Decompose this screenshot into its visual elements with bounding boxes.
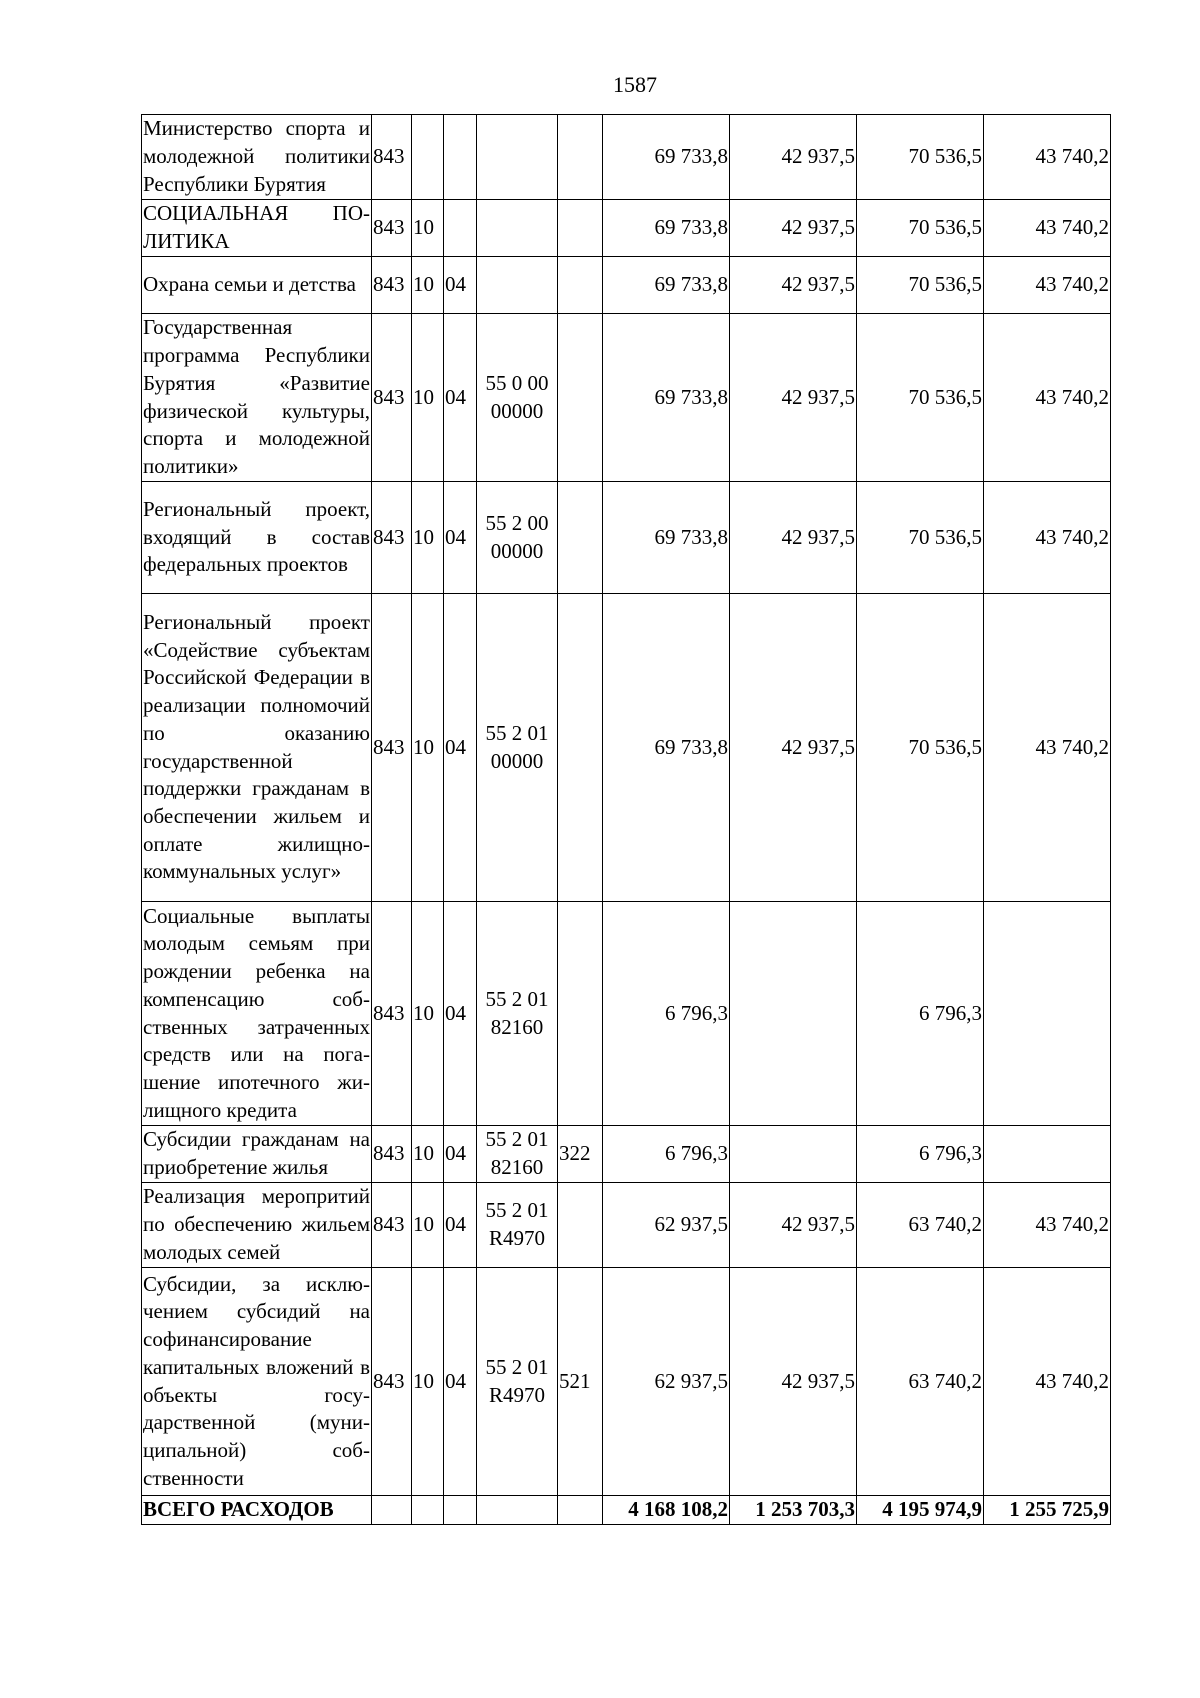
amount-col-3: 70 536,5: [857, 200, 984, 257]
total-amount-1: 4 168 108,2: [603, 1496, 730, 1525]
amount-col-1: 69 733,8: [603, 482, 730, 594]
empty-cell: [372, 1496, 412, 1525]
expense-type-code: [558, 482, 603, 594]
amount-col-3: 70 536,5: [857, 594, 984, 902]
subsection-code: 04: [444, 594, 477, 902]
section-code: 10: [412, 902, 444, 1126]
amount-col-4: [984, 902, 1111, 1126]
grbs-code: 843: [372, 115, 412, 200]
target-article-line-1: 55 2 01: [485, 986, 549, 1011]
target-article-line-2: 82160: [490, 1014, 544, 1039]
item-name: СОЦИАЛЬНАЯ ПОЛИТИКА: [142, 200, 372, 257]
amount-col-2: 42 937,5: [730, 594, 857, 902]
expense-type-code: [558, 314, 603, 482]
expenditure-table: [141, 114, 1111, 1525]
subsection-code: 04: [444, 902, 477, 1126]
table-row: [142, 200, 1111, 257]
amount-col-3: 70 536,5: [857, 482, 984, 594]
amount-col-4: 43 740,2: [984, 482, 1111, 594]
amount-col-1: 69 733,8: [603, 594, 730, 902]
amount-col-4: [984, 1126, 1111, 1183]
expense-type-code: [558, 200, 603, 257]
target-article-line-2: R4970: [488, 1382, 545, 1407]
amount-col-1: 6 796,3: [603, 902, 730, 1126]
target-article-line-1: 55 2 01: [485, 1127, 549, 1152]
section-code: 10: [412, 200, 444, 257]
expense-type-code: [558, 257, 603, 314]
amount-col-2: 42 937,5: [730, 1183, 857, 1268]
target-article-cell: [477, 594, 558, 902]
target-article-line-2: 00000: [490, 398, 544, 423]
target-article-cell: [477, 314, 558, 482]
amount-col-3: 70 536,5: [857, 314, 984, 482]
grbs-code: 843: [372, 314, 412, 482]
table-row: [142, 314, 1111, 482]
empty-cell: [477, 1496, 558, 1525]
amount-col-2: 42 937,5: [730, 1268, 857, 1496]
amount-col-2: 42 937,5: [730, 257, 857, 314]
amount-col-1: 69 733,8: [603, 257, 730, 314]
total-amount-4: 1 255 725,9: [984, 1496, 1111, 1525]
grbs-code: 843: [372, 902, 412, 1126]
amount-col-1: 6 796,3: [603, 1126, 730, 1183]
amount-col-3: 63 740,2: [857, 1268, 984, 1496]
expense-type-code: 521: [558, 1268, 603, 1496]
target-article-line-1: 55 2 01: [485, 720, 549, 745]
amount-col-4: 43 740,2: [984, 200, 1111, 257]
table-row: [142, 594, 1111, 902]
amount-col-3: 6 796,3: [857, 1126, 984, 1183]
target-article-cell: [477, 200, 558, 257]
table-body: [142, 115, 1111, 1525]
section-code: [412, 115, 444, 200]
grbs-code: 843: [372, 482, 412, 594]
amount-col-1: 62 937,5: [603, 1268, 730, 1496]
section-code: 10: [412, 257, 444, 314]
item-name: Государственная программа Республики Бурятия «Развитие физической культуры, спорта и молодежной политики»: [142, 314, 372, 482]
table-row: [142, 115, 1111, 200]
item-name: Субсидии, за исключением субсидий на софинансирование капитальных вложений в объекты государственной (муниципальной) собственности: [142, 1268, 372, 1496]
item-name: Субсидии гражданам на приобретение жилья: [142, 1126, 372, 1183]
target-article-cell: [477, 257, 558, 314]
target-article-cell: [477, 902, 558, 1126]
amount-col-1: 69 733,8: [603, 115, 730, 200]
target-article-cell: [477, 1126, 558, 1183]
section-code: 10: [412, 314, 444, 482]
table-row: [142, 1268, 1111, 1496]
section-code: 10: [412, 1268, 444, 1496]
empty-cell: [444, 1496, 477, 1525]
amount-col-1: 69 733,8: [603, 314, 730, 482]
amount-col-2: 42 937,5: [730, 115, 857, 200]
amount-col-2: [730, 902, 857, 1126]
amount-col-2: 42 937,5: [730, 200, 857, 257]
amount-col-4: 43 740,2: [984, 314, 1111, 482]
target-article-cell: [477, 115, 558, 200]
grbs-code: 843: [372, 594, 412, 902]
target-article-cell: [477, 1268, 558, 1496]
target-article-cell: [477, 482, 558, 594]
table-row: [142, 1183, 1111, 1268]
amount-col-4: 43 740,2: [984, 115, 1111, 200]
target-article-line-2: 00000: [490, 748, 544, 773]
amount-col-4: 43 740,2: [984, 594, 1111, 902]
amount-col-3: 70 536,5: [857, 257, 984, 314]
section-code: 10: [412, 594, 444, 902]
section-code: 10: [412, 1126, 444, 1183]
subsection-code: [444, 200, 477, 257]
amount-col-3: 63 740,2: [857, 1183, 984, 1268]
target-article-cell: [477, 1183, 558, 1268]
target-article-line-1: 55 2 01: [485, 1354, 549, 1379]
item-name: Министерство спорта и молодежной политики Республики Бурятия: [142, 115, 372, 200]
amount-col-1: 69 733,8: [603, 200, 730, 257]
total-amount-2: 1 253 703,3: [730, 1496, 857, 1525]
item-name: Региональный проект, входящий в состав федеральных проектов: [142, 482, 372, 594]
table-row: [142, 1126, 1111, 1183]
amount-col-4: 43 740,2: [984, 257, 1111, 314]
total-row: [142, 1496, 1111, 1525]
expense-type-code: 322: [558, 1126, 603, 1183]
amount-col-2: 42 937,5: [730, 482, 857, 594]
empty-cell: [412, 1496, 444, 1525]
subsection-code: [444, 115, 477, 200]
empty-cell: [558, 1496, 603, 1525]
amount-col-2: [730, 1126, 857, 1183]
table-row: [142, 482, 1111, 594]
item-name: Региональный проект «Содействие субъектам Российской Федерации в реализации полномочий по оказанию государственной поддержки гражданам в обеспечении жильем и оплате жилищно-коммунальных услуг»: [142, 594, 372, 902]
subsection-code: 04: [444, 1268, 477, 1496]
expense-type-code: [558, 115, 603, 200]
subsection-code: 04: [444, 257, 477, 314]
target-article-line-1: 55 2 00: [485, 510, 549, 535]
section-code: 10: [412, 482, 444, 594]
subsection-code: 04: [444, 482, 477, 594]
total-amount-3: 4 195 974,9: [857, 1496, 984, 1525]
grbs-code: 843: [372, 1183, 412, 1268]
subsection-code: 04: [444, 1183, 477, 1268]
total-label: ВСЕГО РАСХОДОВ: [142, 1496, 372, 1525]
subsection-code: 04: [444, 314, 477, 482]
amount-col-4: 43 740,2: [984, 1268, 1111, 1496]
subsection-code: 04: [444, 1126, 477, 1183]
target-article-line-2: R4970: [488, 1226, 545, 1250]
item-name: Реализация меропритий по обеспечению жильем молодых семей: [142, 1183, 372, 1268]
grbs-code: 843: [372, 1126, 412, 1183]
grbs-code: 843: [372, 200, 412, 257]
table-row: [142, 257, 1111, 314]
target-article-line-2: 82160: [490, 1155, 544, 1179]
section-code: 10: [412, 1183, 444, 1268]
grbs-code: 843: [372, 257, 412, 314]
target-article-line-1: 55 2 01: [485, 1198, 549, 1223]
amount-col-3: 70 536,5: [857, 115, 984, 200]
item-name: Охрана семьи и детства: [142, 257, 372, 314]
amount-col-2: 42 937,5: [730, 314, 857, 482]
expense-type-code: [558, 902, 603, 1126]
expense-type-code: [558, 1183, 603, 1268]
expense-type-code: [558, 594, 603, 902]
target-article-line-2: 00000: [490, 538, 544, 563]
target-article-line-1: 55 0 00: [485, 370, 549, 395]
page-number: 1587: [613, 72, 657, 97]
item-name: Социальные выплаты молодым семьям при рождении ребенка на компенсацию собственных затраченных средств или на погашение ипотечного жилищного кредита: [142, 902, 372, 1126]
amount-col-1: 62 937,5: [603, 1183, 730, 1268]
amount-col-4: 43 740,2: [984, 1183, 1111, 1268]
grbs-code: 843: [372, 1268, 412, 1496]
table-row: [142, 902, 1111, 1126]
amount-col-3: 6 796,3: [857, 902, 984, 1126]
